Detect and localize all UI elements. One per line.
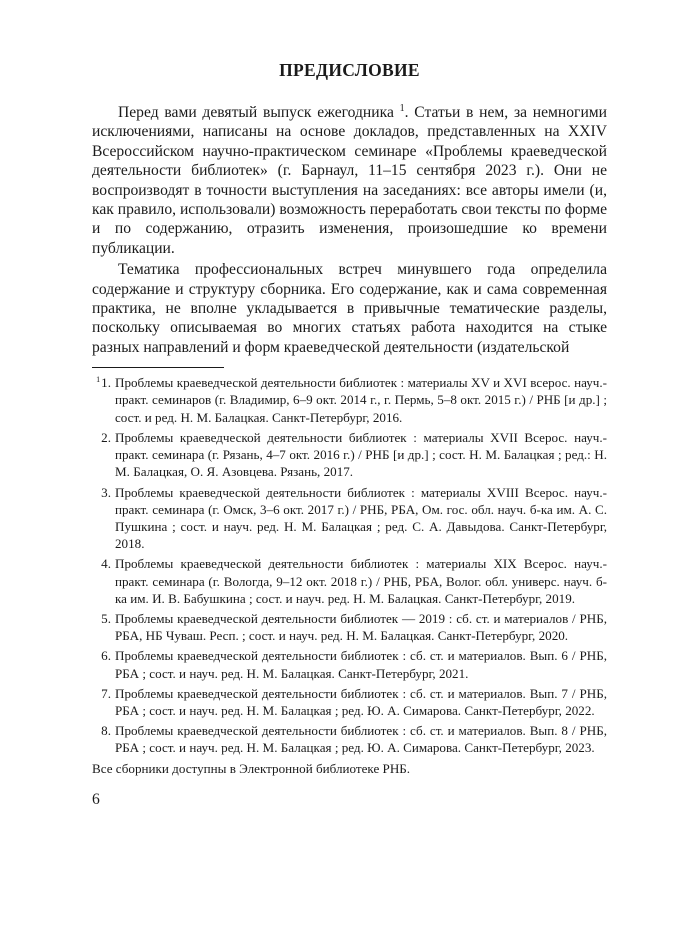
footnote-reference[interactable]: 1 [399, 103, 405, 114]
footnote-text: Проблемы краеведческой деятельности библиотек : материалы XVII Всерос. науч.-практ. семинара (г. Рязань, 4–7 окт. 2016 г.) / РНБ [и др.] ; сост. Н. М. Балацкая ; ред.: Н. М. Балацкая, О. Я. Азовцева. Рязань, 2017. [115, 429, 607, 480]
footnote-item [92, 555, 607, 607]
footnote-item [92, 484, 607, 553]
page-title: ПРЕДИСЛОВИЕ [279, 60, 420, 80]
footnote-number: 3. [101, 484, 111, 500]
footnote-item [92, 647, 607, 681]
footnote-number: 5. [101, 610, 111, 626]
footnote-availability-note: Все сборники доступны в Электронной библиотеке РНБ. [92, 760, 411, 776]
footnotes [92, 374, 607, 776]
footnote-text: Проблемы краеведческой деятельности библиотек : сб. ст. и материалов. Вып. 7 / РНБ, РБА ; сост. и науч. ред. Н. М. Балацкая ; ред. Ю. А. Симарова. Санкт-Петербург, 2022. [115, 685, 607, 718]
footnote-text: Проблемы краеведческой деятельности библиотек : материалы XVIII Всерос. науч.-практ. семинара (г. Омск, 3–6 окт. 2017 г.) / РНБ, РБА, Ом. гос. обл. науч. б-ка им. А. С. Пушкина ; сост. и науч. ред. Н. М. Балацкая ; ред. С. А. Давыдова. Санкт-Петербург, 2018. [115, 484, 607, 552]
page [92, 60, 607, 809]
footnote-item [92, 685, 607, 719]
page-number: 6 [92, 790, 100, 808]
footnote-number: $^1$1. [96, 375, 111, 391]
footnote-divider [92, 367, 224, 368]
footnote-item [92, 722, 607, 756]
footnote-item [92, 429, 607, 481]
paragraph-1-rest: . Статьи в нем, за немногими исключениями, написаны на основе докладов, представленных на XXIV Всероссийском научно-практическом семинаре «Проблемы краеведческой деятельности библиотек» (г. Барнаул, 11–15 сентября 2023 г.). Они не воспроизводят в точности выступления на заседаниях: все авторы имели (и, как правило, использовали) возможность переработать свои тексты по форме и по содержанию, отразить изменения, произошедшие ко времени публикации. [92, 104, 608, 257]
footnote-text: Проблемы краеведческой деятельности библиотек : материалы XIX Всерос. науч.-практ. семинара (г. Вологда, 9–12 окт. 2018 г.) / РНБ, РБА, Волог. обл. универс. науч. б-ка им. И. В. Бабушкина ; сост. и науч. ред. Н. М. Балацкая. Санкт-Петербург, 2019. [115, 556, 607, 606]
footnote-number: 4. [101, 556, 111, 572]
footnote-item [92, 374, 607, 426]
footnote-number: 7. [101, 685, 111, 701]
footnote-text: Проблемы краеведческой деятельности библиотек : материалы XV и XVI всерос. науч.-практ. семинаров (г. Владимир, 6–9 окт. 2014 г., г. Пермь, 5–8 окт. 2015 г.) / РНБ [и др.] ; сост. и ред. Н. М. Балацкая. Санкт-Петербург, 2016. [115, 375, 607, 425]
footnote-number: 8. [101, 723, 111, 739]
footnote-item [92, 610, 607, 644]
footnote-marker: 1 [96, 375, 101, 385]
footnote-number: 2. [101, 429, 111, 445]
paragraph-1-start: Перед вами девятый выпуск ежегодника [118, 104, 394, 121]
footnote-text: Проблемы краеведческой деятельности библиотек : сб. ст. и материалов. Вып. 8 / РНБ, РБА ; сост. и науч. ред. Н. М. Балацкая ; ред. Ю. А. Симарова. Санкт-Петербург, 2023. [115, 723, 607, 756]
paragraph-2: Тематика профессиональных встреч минувшего года определила содержание и структуру сборника. Его содержание, как и сама современная практика, не вполне укладывается в привычные тематические разделы, поскольку описываемая во многих статьях работа находится на стыке разных направлений и форм краеведческой деятельности (издательской [92, 261, 607, 356]
footnote-text: Проблемы краеведческой деятельности библиотек — 2019 : сб. ст. и материалов / РНБ, РБА, НБ Чуваш. Респ. ; сост. и науч. ред. Н. М. Балацкая. Санкт-Петербург, 2020. [115, 610, 607, 644]
footnote-number: 6. [101, 648, 111, 664]
paragraph-1 [92, 103, 607, 258]
footnote-text: Проблемы краеведческой деятельности библиотек : сб. ст. и материалов. Вып. 6 / РНБ, РБА ; сост. и науч. ред. Н. М. Балацкая. Санкт-Петербург, 2021. [115, 648, 607, 681]
